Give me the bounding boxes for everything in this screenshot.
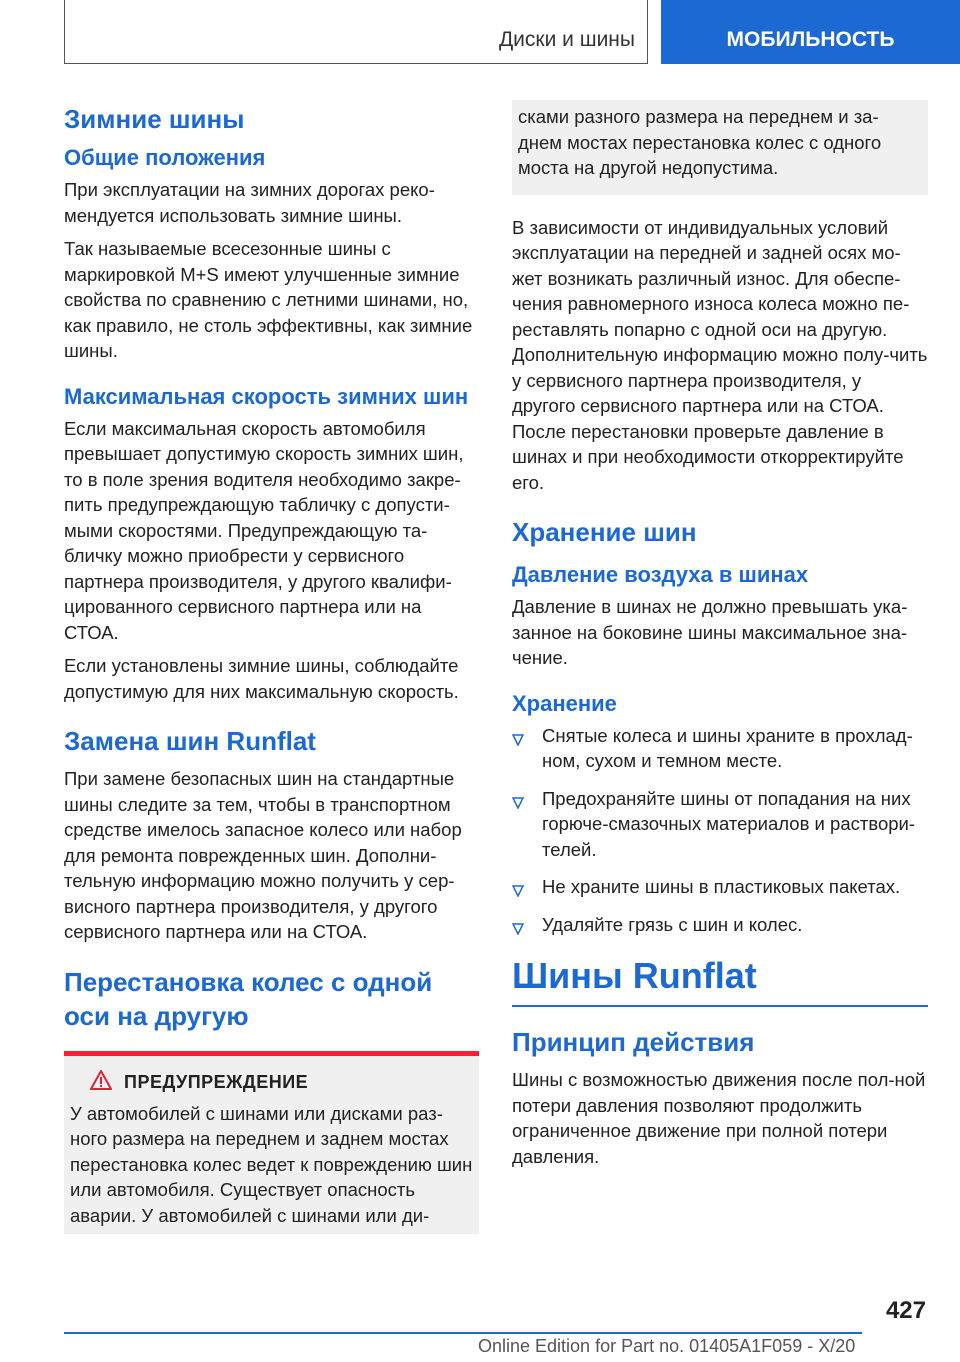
heading-tyre-storage: Хранение шин	[512, 517, 697, 547]
heading-general: Общие положения	[64, 145, 266, 170]
heading-max-speed: Максимальная скорость зимних шин	[64, 383, 469, 409]
heading-storage: Хранение	[512, 690, 617, 716]
list-item: Предохраняйте шины от попадания на них горюче-смазочных материалов и раствори-телей.	[512, 786, 928, 863]
warning-text: У автомобилей с шинами или дисками раз-ного размера на переднем и заднем мостах перестановка колес ведет к повреждению шин или автомобиля. Существует опасность аварии. У автомобилей с шинами или ди-	[70, 1102, 473, 1226]
paragraph: Если максимальная скорость автомобиля превышает допустимую скорость зимних шин, то в поле зрения водителя необходимо закре-пить предупреждающую табличку с допусти-мыми скоростями. Предупреждающую та-бличку можно приобрести у сервисного партнера производителя, у другого квалифи-цированного сервисного партнера или на СТОА.	[64, 417, 464, 643]
heading-runflat-tyres: Шины Runflat	[512, 955, 757, 996]
bullet-triangle-icon	[512, 878, 524, 904]
heading-winter-tyres: Зимние шины	[64, 104, 245, 134]
paragraph: В зависимости от индивидуальных условий эксплуатации на передней и задней осях мо-жет возникать различный износ. Для обеспе-чения равномерного износа колеса можно пе-реставлять попарно с одной оси на другую. Дополнительную информацию можно полу-чить у сервисного партнера производителя, у другого сервисного партнера или на СТОА. После перестановки проверьте давление в шинах и при необходимости откорректируйте его.	[512, 216, 928, 493]
section-tab[interactable]: МОБИЛЬНОСТЬ	[661, 0, 960, 64]
bullet-triangle-icon	[512, 916, 524, 942]
bullet-triangle-icon	[512, 727, 524, 753]
bullet-triangle-icon	[512, 790, 524, 816]
warning-text-continued: сками разного размера на переднем и за-днем мостах перестановка колес с одного моста на другой недопустима.	[518, 106, 882, 178]
heading-principle: Принцип действия	[512, 1027, 755, 1057]
right-column	[512, 100, 928, 1177]
list-item: Удаляйте грязь с шин и колес.	[512, 912, 928, 938]
paragraph: Так называемые всесезонные шины с маркировкой M+S имеют улучшенные зимние свойства по сравнению с летними шинами, но, как правило, не столь эффективны, как зимние шины.	[64, 238, 473, 361]
list-item: Не храните шины в пластиковых пакетах.	[512, 874, 928, 900]
page-number: 427	[885, 1297, 926, 1324]
heading-runflat-change: Замена шин Runflat	[64, 726, 316, 756]
paragraph: Шины с возможностью движения после пол-ной потери давления позволяют продолжить ограниченное движение при полной потери давления.	[512, 1069, 926, 1167]
paragraph: При эксплуатации на зимних дорогах реко-мендуется использовать зимние шины.	[64, 179, 435, 226]
footer-edition: Online Edition for Part no. 01405A1F059 - X/20	[478, 1336, 856, 1356]
paragraph: Давление в шинах не должно превышать ука-занное на боковине шины максимальное зна-чение.	[512, 596, 908, 668]
warning-box	[64, 1051, 479, 1235]
list-item: Снятые колеса и шины храните в прохлад-ном, сухом и темном месте.	[512, 723, 928, 774]
warning-triangle-icon	[90, 1070, 112, 1095]
warning-box-continued	[512, 100, 928, 195]
footer-rule	[64, 1332, 862, 1334]
paragraph: При замене безопасных шин на стандартные шины следите за тем, чтобы в транспортном средстве имелось запасное колесо или набор для ремонта поврежденных шин. Дополни-тельную информацию можно получить у сер-висного партнера производителя, у другого сервисного партнера или на СТОА.	[64, 768, 462, 942]
left-column	[64, 100, 479, 1234]
heading-rule	[512, 1005, 928, 1007]
paragraph: Если установлены зимние шины, соблюдайте допустимую для них максимальную скорость.	[64, 655, 459, 702]
heading-tyre-pressure: Давление воздуха в шинах	[512, 562, 809, 587]
storage-list	[512, 723, 928, 938]
warning-title: ПРЕДУПРЕЖДЕНИЕ	[124, 1071, 309, 1092]
heading-rotation: Перестановка колес с одной оси на другую	[64, 966, 433, 1031]
subsection-title: Диски и шины	[498, 28, 635, 51]
header-box	[64, 0, 648, 64]
